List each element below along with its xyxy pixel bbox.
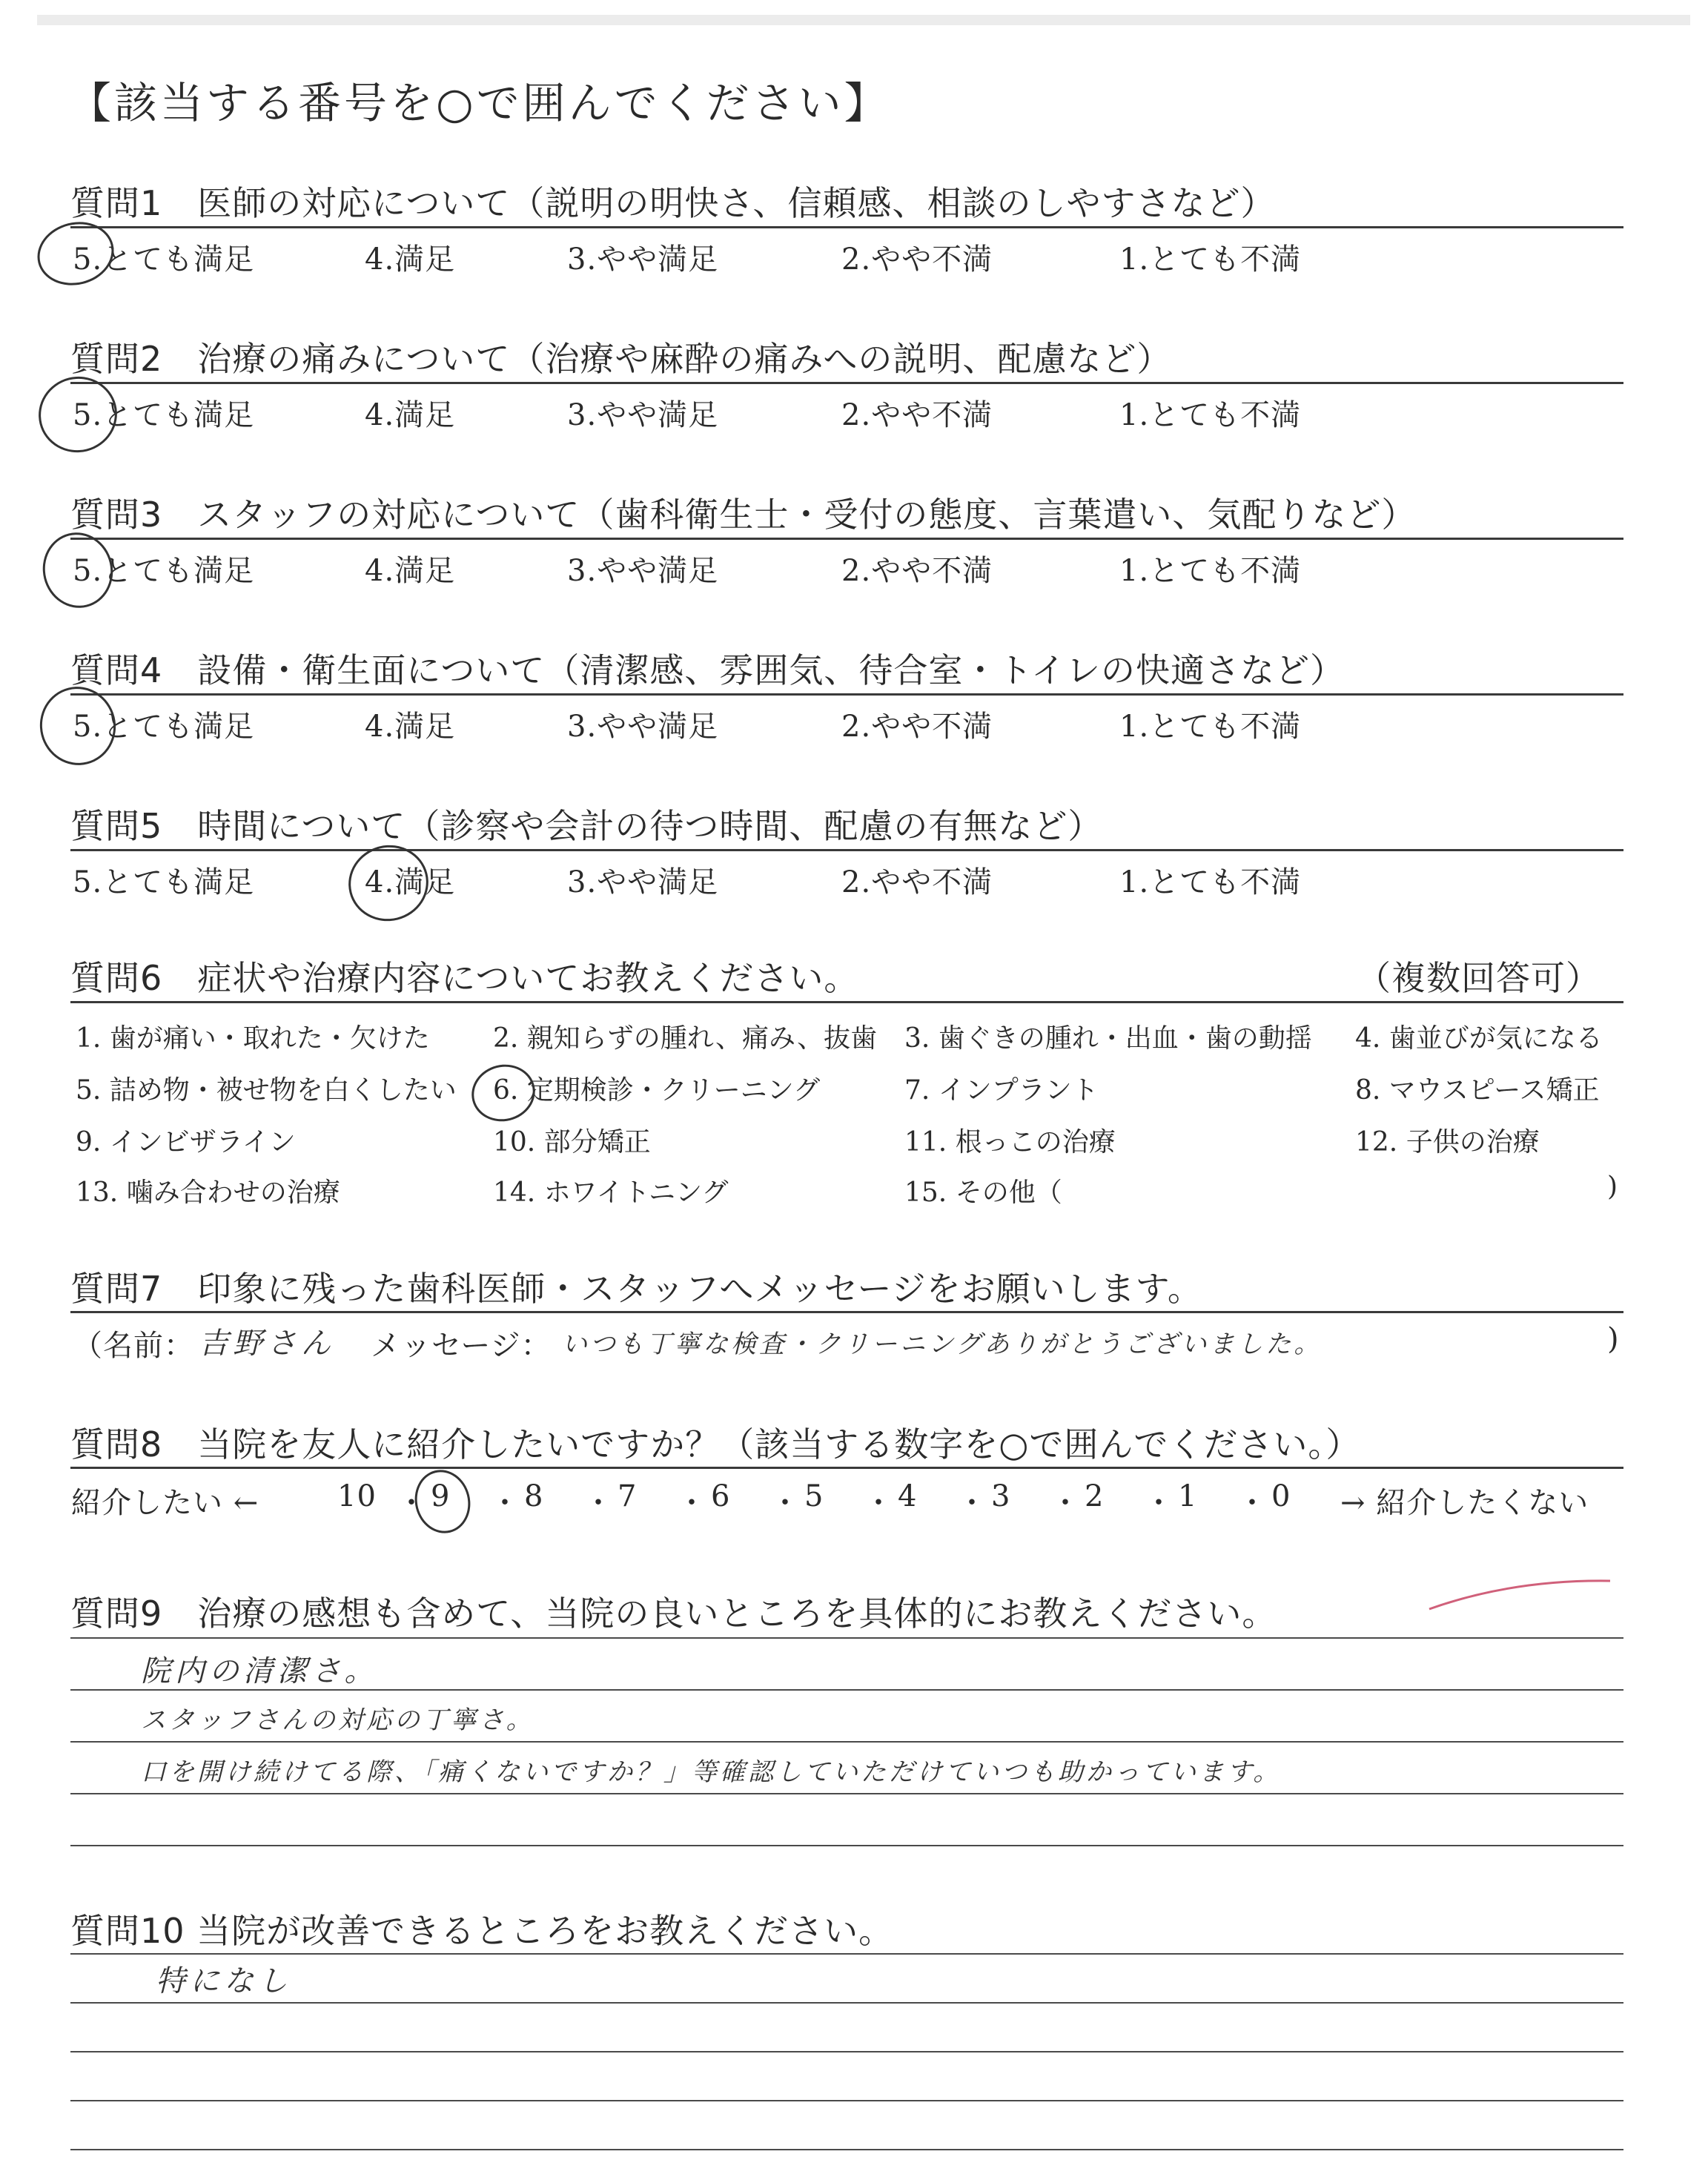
q8-number-9[interactable]: 9 bbox=[431, 1479, 451, 1513]
q5-option-3[interactable]: 3.やや満足 bbox=[567, 865, 719, 899]
q9-answer-1[interactable]: 院内の清潔さ。 bbox=[141, 1654, 379, 1688]
question-3-title: 質問3 スタッフの対応について（歯科衛生士・受付の態度、言葉遣い、気配りなど） bbox=[70, 495, 1417, 535]
q8-number-8[interactable]: 8 bbox=[524, 1479, 544, 1513]
q5-option-1[interactable]: 1.とても不満 bbox=[1119, 865, 1302, 899]
q4-option-4[interactable]: 4.満足 bbox=[365, 710, 456, 744]
q3-option-4[interactable]: 4.満足 bbox=[365, 554, 456, 588]
q8-number-3[interactable]: 3 bbox=[991, 1479, 1011, 1513]
q7-message-label: メッセージ： bbox=[371, 1329, 552, 1363]
instruction-header: 【該当する番号を○で囲んでください】 bbox=[68, 78, 890, 128]
q6-item-1[interactable]: 1. 歯が痛い・取れた・欠けた bbox=[76, 1023, 430, 1054]
scan-top-band bbox=[37, 15, 1690, 25]
q8-separator-dot: ・ bbox=[1144, 1486, 1174, 1520]
pink-pen-mark bbox=[1423, 1572, 1616, 1616]
q1-option-4[interactable]: 4.満足 bbox=[365, 242, 456, 277]
question-4-title: 質問4 設備・衛生面について（清潔感、雰囲気、待合室・トイレの快適さなど） bbox=[70, 650, 1345, 690]
q10-rule-3 bbox=[70, 2051, 1623, 2052]
q8-number-5[interactable]: 5 bbox=[804, 1479, 824, 1513]
q4-option-2[interactable]: 2.やや不満 bbox=[841, 710, 993, 744]
q3-option-2[interactable]: 2.やや不満 bbox=[841, 554, 993, 588]
question-2-rule bbox=[70, 382, 1623, 384]
q8-number-1[interactable]: 1 bbox=[1178, 1479, 1198, 1513]
question-2-title: 質問2 治療の痛みについて（治療や麻酔の痛みへの説明、配慮など） bbox=[70, 339, 1172, 379]
q5-option-4[interactable]: 4.満足 bbox=[365, 865, 456, 899]
q8-separator-dot: ・ bbox=[1050, 1486, 1081, 1520]
q5-option-5[interactable]: 5.とても満足 bbox=[73, 865, 255, 899]
q1-option-1[interactable]: 1.とても不満 bbox=[1119, 242, 1302, 277]
q2-option-3[interactable]: 3.やや満足 bbox=[567, 398, 719, 432]
q6-item-9[interactable]: 9. インビザライン bbox=[76, 1127, 296, 1157]
q8-separator-dot: ・ bbox=[770, 1486, 801, 1520]
q8-separator-dot: ・ bbox=[583, 1486, 614, 1520]
q6-item-6[interactable]: 6. 定期検診・クリーニング bbox=[493, 1075, 821, 1106]
q6-item-12[interactable]: 12. 子供の治療 bbox=[1355, 1127, 1540, 1157]
question-5-rule bbox=[70, 849, 1623, 851]
q4-option-5[interactable]: 5.とても満足 bbox=[73, 710, 255, 744]
q8-number-4[interactable]: 4 bbox=[898, 1479, 918, 1513]
question-9-title: 質問9 治療の感想も含めて、当院の良いところを具体的にお教えください。 bbox=[70, 1593, 1277, 1634]
question-8-title: 質問8 当院を友人に紹介したいですか？（該当する数字を○で囲んでください。） bbox=[70, 1424, 1361, 1464]
q8-selection-circle bbox=[408, 1464, 477, 1539]
q8-number-10[interactable]: 10 bbox=[337, 1479, 377, 1513]
q3-option-5[interactable]: 5.とても満足 bbox=[73, 554, 255, 588]
q1-option-3[interactable]: 3.やや満足 bbox=[567, 242, 719, 277]
q6-item-13[interactable]: 13. 噛み合わせの治療 bbox=[76, 1178, 340, 1208]
q6-item-2[interactable]: 2. 親知らずの腫れ、痛み、抜歯 bbox=[493, 1023, 878, 1054]
q8-number-0[interactable]: 0 bbox=[1271, 1479, 1291, 1513]
q8-separator-dot: ・ bbox=[957, 1486, 987, 1520]
q9-rule-1 bbox=[70, 1637, 1623, 1639]
q9-rule-2 bbox=[70, 1689, 1623, 1691]
q1-option-2[interactable]: 2.やや不満 bbox=[841, 242, 993, 277]
q8-number-6[interactable]: 6 bbox=[711, 1479, 731, 1513]
q9-rule-4 bbox=[70, 1793, 1623, 1794]
question-6-title: 質問6 症状や治療内容についてお教えください。 bbox=[70, 958, 859, 998]
q6-item-10[interactable]: 10. 部分矯正 bbox=[493, 1127, 651, 1157]
q9-rule-5 bbox=[70, 1845, 1623, 1846]
q6-selection-circle bbox=[466, 1058, 541, 1129]
q8-left-label: 紹介したい ← bbox=[71, 1486, 259, 1520]
q9-rule-3 bbox=[70, 1741, 1623, 1743]
q9-answer-3[interactable]: 口を開け続けてる際、「痛くないですか？」等確認していただけていつも助かっています。 bbox=[141, 1757, 1282, 1787]
q3-option-1[interactable]: 1.とても不満 bbox=[1119, 554, 1302, 588]
q6-item-3[interactable]: 3. 歯ぐきの腫れ・出血・歯の動揺 bbox=[904, 1023, 1312, 1054]
q8-separator-dot: ・ bbox=[1237, 1486, 1268, 1520]
q10-rule-5 bbox=[70, 2149, 1623, 2150]
question-6-note: （複数回答可） bbox=[1357, 958, 1601, 998]
q2-option-1[interactable]: 1.とても不満 bbox=[1119, 398, 1302, 432]
q5-option-2[interactable]: 2.やや不満 bbox=[841, 865, 993, 899]
q2-option-2[interactable]: 2.やや不満 bbox=[841, 398, 993, 432]
q8-number-7[interactable]: 7 bbox=[618, 1479, 638, 1513]
q6-item-5[interactable]: 5. 詰め物・被せ物を白くしたい bbox=[76, 1075, 457, 1106]
q10-rule-2 bbox=[70, 2002, 1623, 2004]
q6-item-4[interactable]: 4. 歯並びが気になる bbox=[1355, 1023, 1603, 1054]
q6-item-7[interactable]: 7. インプラント bbox=[904, 1075, 1099, 1106]
question-7-title: 質問7 印象に残った歯科医師・スタッフへメッセージをお願いします。 bbox=[70, 1269, 1202, 1309]
q8-number-2[interactable]: 2 bbox=[1085, 1479, 1105, 1513]
q1-option-5[interactable]: 5.とても満足 bbox=[73, 242, 255, 277]
question-5-title: 質問5 時間について（診察や会計の待つ時間、配慮の有無など） bbox=[70, 806, 1103, 846]
q6-item-14[interactable]: 14. ホワイトニング bbox=[493, 1178, 729, 1208]
question-1-title: 質問1 医師の対応について（説明の明快さ、信頼感、相談のしやすさなど） bbox=[70, 183, 1276, 223]
q10-rule-1 bbox=[70, 1953, 1623, 1955]
q3-option-3[interactable]: 3.やや満足 bbox=[567, 554, 719, 588]
question-7-rule bbox=[70, 1311, 1623, 1313]
q2-option-4[interactable]: 4.満足 bbox=[365, 398, 456, 432]
q7-name-handwriting[interactable]: 吉野さん bbox=[199, 1327, 335, 1361]
q6-item-11[interactable]: 11. 根っこの治療 bbox=[904, 1127, 1116, 1157]
q10-answer-1[interactable]: 特になし bbox=[156, 1964, 292, 1998]
q7-close-paren: ) bbox=[1607, 1322, 1620, 1356]
question-6-rule bbox=[70, 1001, 1623, 1003]
question-1-rule bbox=[70, 226, 1623, 228]
question-4-rule bbox=[70, 693, 1623, 696]
q8-separator-dot: ・ bbox=[864, 1486, 894, 1520]
q2-option-5[interactable]: 5.とても満足 bbox=[73, 398, 255, 432]
q8-separator-dot: ・ bbox=[677, 1486, 707, 1520]
q6-item-15-close: ) bbox=[1607, 1172, 1618, 1202]
q6-item-8[interactable]: 8. マウスピース矯正 bbox=[1355, 1075, 1600, 1106]
question-10-title: 質問10 当院が改善できるところをお教えください。 bbox=[70, 1911, 894, 1951]
q6-item-15[interactable]: 15. その他（ bbox=[904, 1178, 1062, 1208]
q7-message-handwriting[interactable]: いつも丁寧な検査・クリーニングありがとうございました。 bbox=[562, 1330, 1323, 1359]
q4-option-3[interactable]: 3.やや満足 bbox=[567, 710, 719, 744]
q10-rule-4 bbox=[70, 2100, 1623, 2101]
question-3-rule bbox=[70, 538, 1623, 540]
q8-separator-dot: ・ bbox=[490, 1486, 520, 1520]
q7-name-label: （名前： bbox=[73, 1329, 194, 1363]
q8-separator-dot: ・ bbox=[397, 1486, 427, 1520]
q8-right-label: → 紹介したくない bbox=[1340, 1486, 1589, 1520]
question-8-rule bbox=[70, 1467, 1623, 1469]
q9-answer-2[interactable]: スタッフさんの対応の丁寧さ。 bbox=[141, 1705, 534, 1735]
q4-option-1[interactable]: 1.とても不満 bbox=[1119, 710, 1302, 744]
